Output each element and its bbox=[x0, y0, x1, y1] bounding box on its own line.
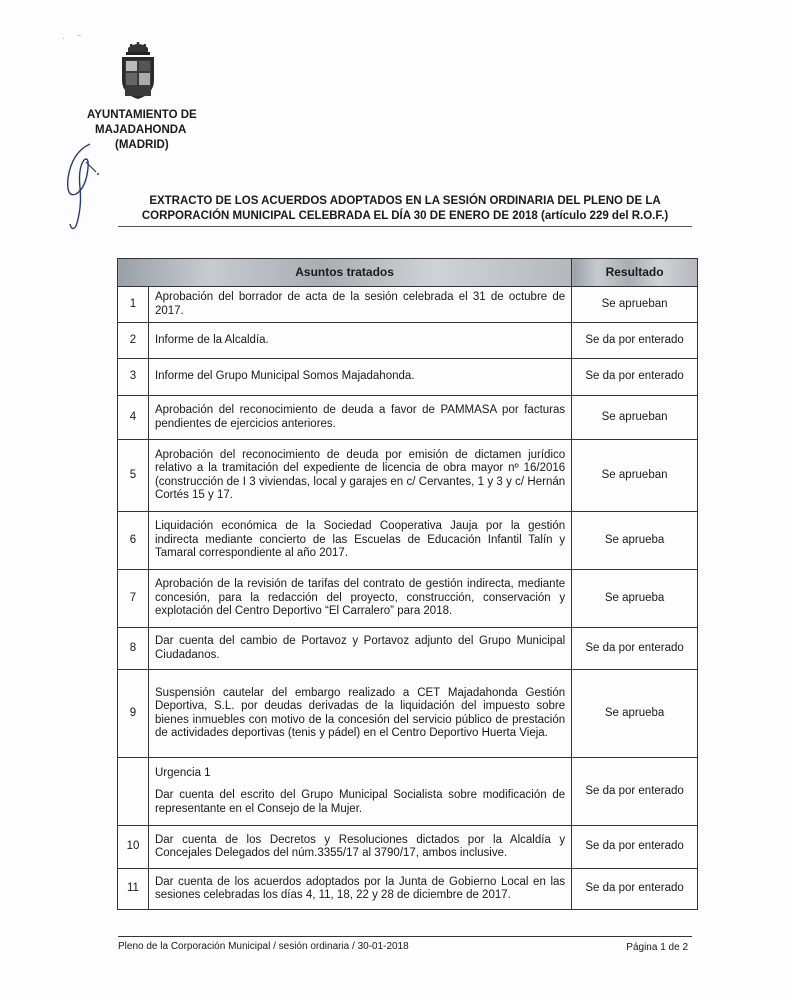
table-row bbox=[118, 570, 698, 628]
table-row bbox=[118, 396, 698, 440]
row-asunto: Informe de la Alcaldía. bbox=[148, 323, 571, 359]
org-line-1: AYUNTAMIENTO DE bbox=[87, 109, 197, 121]
footer-session: Pleno de la Corporación Municipal / sesión ordinaria / 30-01-2018 bbox=[118, 941, 409, 952]
table-row bbox=[118, 826, 698, 869]
row-asunto: Aprobación de la revisión de tarifas del contrato de gestión indirecta, mediante concesión, para la redacción del proyecto, construcción, conservación y explotación del Centro Deportivo “El Carralero” para 2018. bbox=[148, 570, 571, 628]
row-asunto: Dar cuenta del cambio de Portavoz y Portavoz adjunto del Grupo Municipal Ciudadanos. bbox=[148, 628, 571, 670]
table-row bbox=[118, 323, 698, 359]
title-line-1: EXTRACTO DE LOS ACUERDOS ADOPTADOS EN LA SESIÓN ORDINARIA DEL PLENO DE LA bbox=[149, 195, 661, 207]
row-resultado: Se da por enterado bbox=[572, 323, 698, 359]
document-title bbox=[118, 194, 692, 224]
row-number: 4 bbox=[118, 396, 149, 440]
table-row bbox=[118, 758, 698, 826]
row-resultado: Se aprueba bbox=[572, 670, 698, 758]
row-asunto: Informe del Grupo Municipal Somos Majadahonda. bbox=[148, 359, 571, 396]
table-row bbox=[118, 628, 698, 670]
org-line-2: MAJADAHONDA bbox=[95, 124, 187, 136]
footer-rule bbox=[118, 936, 692, 937]
footer-page-number: Página 1 de 2 bbox=[626, 942, 688, 953]
row-resultado: Se aprueban bbox=[572, 287, 698, 323]
row-resultado: Se da por enterado bbox=[572, 826, 698, 869]
row-number: 6 bbox=[118, 512, 149, 570]
row-resultado: Se da por enterado bbox=[572, 758, 698, 826]
row-asunto: Aprobación del borrador de acta de la sesión celebrada el 31 de octubre de 2017. bbox=[148, 287, 571, 323]
table-row bbox=[118, 359, 698, 396]
row-number: 5 bbox=[118, 440, 149, 512]
coat-of-arms-icon bbox=[118, 42, 158, 100]
row-resultado: Se aprueban bbox=[572, 440, 698, 512]
table-row bbox=[118, 512, 698, 570]
row-resultado: Se da por enterado bbox=[572, 869, 698, 910]
org-line-3: (MADRID) bbox=[115, 139, 169, 151]
scan-mark: · ˜ bbox=[62, 34, 81, 43]
row-asunto: Aprobación del reconocimiento de deuda a favor de PAMMASA por facturas pendientes de ejercicios anteriores. bbox=[148, 396, 571, 440]
title-underline bbox=[118, 226, 692, 227]
row-number: 8 bbox=[118, 628, 149, 670]
row-asunto: Aprobación del reconocimiento de deuda por emisión de dictamen jurídico relativo a la tramitación del expediente de licencia de obra mayor nº 16/2016 (construcción de I 3 viviendas, local y garajes en c/ Cervantes, 1 y 3 y c/ Hernán Cortés 15 y 17. bbox=[148, 440, 571, 512]
row-asunto: Dar cuenta de los acuerdos adoptados por la Junta de Gobierno Local en las sesiones celebradas los días 4, 11, 18, 22 y 28 de diciembre de 2017. bbox=[148, 869, 571, 910]
row-number bbox=[118, 758, 149, 826]
table-row bbox=[118, 869, 698, 910]
row-resultado: Se aprueba bbox=[572, 512, 698, 570]
row-resultado: Se da por enterado bbox=[572, 628, 698, 670]
urgencia-text: Dar cuenta del escrito del Grupo Municipal Socialista sobre modificación de representante en el Consejo de la Mujer. bbox=[154, 789, 566, 815]
row-asunto: Liquidación económica de la Sociedad Cooperativa Jauja por la gestión indirecta mediante concierto de las Escuelas de Educación Infantil Talín y Tamaral correspondiente al año 2017. bbox=[148, 512, 571, 570]
table-row bbox=[118, 287, 698, 323]
row-number: 9 bbox=[118, 670, 149, 758]
agreements-table bbox=[117, 258, 698, 910]
row-number: 10 bbox=[118, 826, 149, 869]
row-asunto-urgencia bbox=[148, 758, 571, 826]
title-line-2: CORPORACIÓN MUNICIPAL CELEBRADA EL DÍA 30 DE ENERO DE 2018 (artículo 229 del R.O.F.) bbox=[141, 210, 669, 222]
row-number: 2 bbox=[118, 323, 149, 359]
urgencia-label: Urgencia 1 bbox=[154, 766, 211, 779]
header-resultado: Resultado bbox=[572, 259, 698, 287]
handwritten-signature bbox=[58, 138, 106, 233]
row-number: 7 bbox=[118, 570, 149, 628]
header-asuntos: Asuntos tratados bbox=[118, 259, 572, 287]
row-asunto: Dar cuenta de los Decretos y Resoluciones dictados por la Alcaldía y Concejales Delegados del núm.3355/17 al 3790/17, ambos inclusive. bbox=[148, 826, 571, 869]
row-number: 3 bbox=[118, 359, 149, 396]
row-resultado: Se aprueba bbox=[572, 570, 698, 628]
row-asunto: Suspensión cautelar del embargo realizado a CET Majadahonda Gestión Deportiva, S.L. por deudas derivadas de la liquidación del impuesto sobre bienes inmuebles con motivo de la concesión del servicio público de prestación de actividades deportivas (tenis y pádel) en el Centro Deportivo Huerta Vieja. bbox=[148, 670, 571, 758]
row-number: 1 bbox=[118, 287, 149, 323]
row-number: 11 bbox=[118, 869, 149, 910]
table-row bbox=[118, 440, 698, 512]
table-row bbox=[118, 670, 698, 758]
row-resultado: Se da por enterado bbox=[572, 359, 698, 396]
row-resultado: Se aprueban bbox=[572, 396, 698, 440]
table-header-row bbox=[118, 259, 698, 287]
